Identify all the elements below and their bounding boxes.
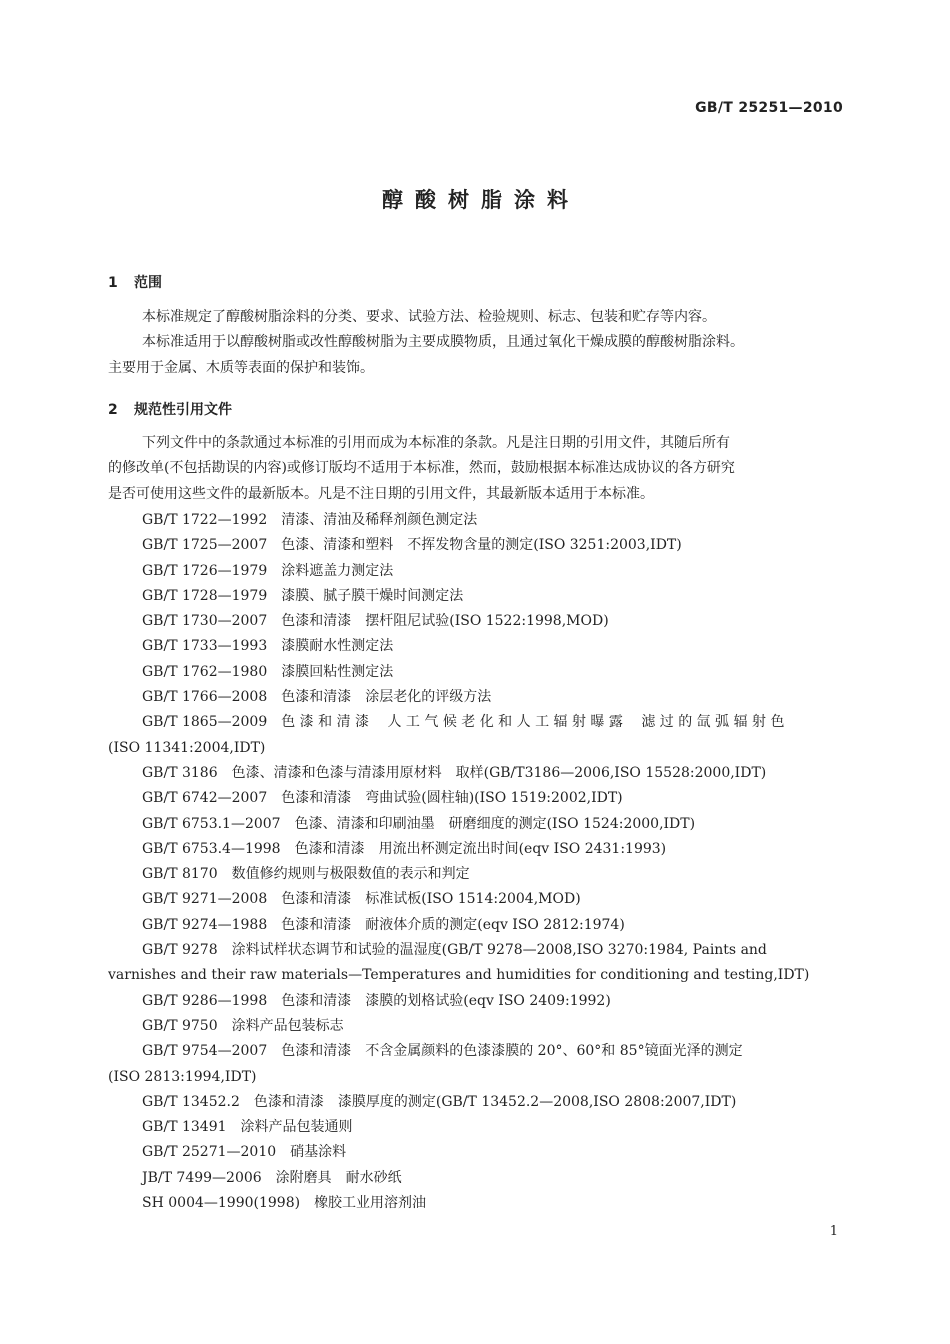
reference-code: GB/T 13452.2	[142, 1093, 240, 1110]
standard-code: GB/T 25251—2010	[695, 100, 843, 116]
reference-title: 涂料试样状态调节和试验的温湿度(GB/T 9278—2008,ISO 3270:1984, Paints and	[231, 942, 767, 959]
reference-continuation: (ISO 2813:1994,IDT)	[108, 1068, 257, 1085]
reference-code: GB/T 1725—2007	[142, 537, 268, 554]
reference-code: GB/T 1722—1992	[142, 512, 268, 528]
reference-title: 色漆、清漆和印刷油墨 研磨细度的测定(ISO 1524:2000,IDT)	[294, 815, 696, 832]
reference-code: SH 0004—1990(1998)	[142, 1195, 301, 1212]
section-1-title: 范围	[134, 275, 162, 291]
reference-code: GB/T 6753.1—2007	[142, 815, 281, 832]
reference-code: GB/T 13491	[142, 1119, 227, 1136]
reference-code: GB/T 1726—1979	[142, 562, 268, 579]
reference-code: GB/T 25271—2010	[142, 1144, 277, 1161]
reference-code: GB/T 1762—1980	[142, 663, 268, 680]
reference-title: 色漆和清漆 标准试板(ISO 1514:2004,MOD)	[281, 891, 581, 908]
reference-code: GB/T 3186	[142, 764, 218, 781]
reference-code: GB/T 6742—2007	[142, 790, 268, 807]
reference-continuation: varnishes and their raw materials—Temperatures and humidities for conditioning and testing,IDT)	[108, 967, 810, 984]
reference-item	[108, 761, 848, 786]
paragraph-line: 本标准规定了醇酸树脂涂料的分类、要求、试验方法、检验规则、标志、包装和贮存等内容。	[142, 309, 716, 325]
reference-code: JB/T 7499—2006	[142, 1169, 262, 1186]
reference-title: 漆膜、腻子膜干燥时间测定法	[281, 587, 464, 604]
reference-item	[108, 887, 848, 912]
reference-item	[108, 1014, 848, 1039]
reference-item	[108, 786, 848, 811]
section-2-number: 2	[108, 402, 118, 418]
reference-item	[108, 533, 848, 558]
reference-item	[108, 685, 848, 710]
reference-title: 涂料产品包装通则	[240, 1119, 353, 1136]
section-2-title: 规范性引用文件	[134, 402, 232, 418]
paragraph-line: 下列文件中的条款通过本标准的引用而成为本标准的条款。凡是注日期的引用文件，其随后所有	[142, 435, 730, 451]
reference-title: 橡胶工业用溶剂油	[314, 1195, 427, 1212]
paragraph-line: 是否可使用这些文件的最新版本。凡是不注日期的引用文件，其最新版本适用于本标准。	[108, 485, 654, 502]
document-title: 醇酸树脂涂料	[382, 188, 580, 212]
reference-item	[108, 1191, 848, 1216]
reference-title: 漆膜耐水性测定法	[281, 638, 394, 655]
section-1-number: 1	[108, 275, 118, 291]
section-2-intro	[108, 431, 843, 507]
reference-title: 数值修约规则与极限数值的表示和判定	[231, 866, 470, 883]
reference-code: GB/T 9286—1998	[142, 992, 268, 1009]
reference-title: 清漆、清油及稀释剂颜色测定法	[281, 512, 478, 528]
reference-title: 色漆和清漆 漆膜厚度的测定(GB/T 13452.2—2008,ISO 2808:2007,IDT)	[253, 1093, 737, 1110]
reference-item	[108, 913, 848, 938]
reference-item	[108, 1039, 848, 1064]
reference-continuation: (ISO 11341:2004,IDT)	[108, 739, 266, 756]
reference-item	[108, 989, 848, 1014]
reference-title: 色漆和清漆 用流出杯测定流出时间(eqv ISO 2431:1993)	[294, 840, 667, 857]
reference-code: GB/T 6753.4—1998	[142, 840, 281, 857]
reference-title: 色漆和清漆 涂层老化的评级方法	[281, 689, 492, 706]
paragraph-line: 主要用于金属、木质等表面的保护和装饰。	[108, 359, 374, 376]
reference-title: 硝基涂料	[290, 1144, 347, 1161]
section-2-heading	[108, 399, 232, 419]
reference-item	[108, 1166, 848, 1191]
reference-item	[108, 1140, 848, 1165]
reference-item	[108, 559, 848, 584]
reference-code: GB/T 9274—1988	[142, 916, 268, 933]
reference-item	[108, 710, 848, 735]
paragraph-line: 的修改单(不包括勘误的内容)或修订版均不适用于本标准，然而，鼓励根据本标准达成协议的各方研究	[108, 460, 735, 477]
reference-code: GB/T 9271—2008	[142, 891, 268, 908]
reference-code: GB/T 1728—1979	[142, 587, 268, 604]
reference-item	[108, 609, 848, 634]
reference-item	[108, 508, 848, 533]
reference-title: 涂料遮盖力测定法	[281, 562, 394, 579]
reference-code: GB/T 1733—1993	[142, 638, 268, 655]
reference-title: 色漆和清漆 不含金属颜料的色漆漆膜的 20°、60°和 85°镜面光泽的测定	[281, 1043, 743, 1060]
reference-item	[108, 938, 848, 963]
reference-title: 色漆和清漆 弯曲试验(圆柱轴)(ISO 1519:2002,IDT)	[281, 790, 623, 807]
reference-item	[108, 1090, 848, 1115]
section-1-body	[108, 305, 843, 381]
reference-title: 色漆和清漆 耐液体介质的测定(eqv ISO 2812:1974)	[281, 916, 625, 933]
section-1-heading	[108, 272, 162, 292]
reference-item	[108, 584, 848, 609]
reference-title: 色漆、清漆和塑料 不挥发物含量的测定(ISO 3251:2003,IDT)	[281, 537, 682, 554]
reference-title: 色漆和清漆 摆杆阻尼试验(ISO 1522:1998,MOD)	[281, 613, 609, 630]
reference-title: 漆膜回粘性测定法	[281, 663, 394, 680]
reference-item	[108, 862, 848, 887]
reference-title: 色漆和清漆 漆膜的划格试验(eqv ISO 2409:1992)	[281, 992, 611, 1009]
reference-code: GB/T 1766—2008	[142, 689, 268, 706]
reference-title: 色漆、清漆和色漆与清漆用原材料 取样(GB/T3186—2006,ISO 15528:2000,IDT)	[231, 764, 767, 781]
reference-code: GB/T 1865—2009	[142, 714, 268, 731]
reference-item	[108, 634, 848, 659]
reference-code: GB/T 1730—2007	[142, 613, 268, 630]
reference-code: GB/T 8170	[142, 866, 218, 883]
page-number: 1	[829, 1224, 838, 1239]
reference-title: 涂料产品包装标志	[231, 1017, 344, 1034]
reference-code: GB/T 9750	[142, 1017, 218, 1034]
reference-item	[108, 837, 848, 862]
reference-list	[108, 508, 848, 1216]
reference-title: 涂附磨具 耐水砂纸	[275, 1169, 402, 1186]
reference-code: GB/T 9754—2007	[142, 1043, 268, 1060]
reference-item	[108, 812, 848, 837]
paragraph-line: 本标准适用于以醇酸树脂或改性醇酸树脂为主要成膜物质，且通过氧化干燥成膜的醇酸树脂涂料。	[142, 334, 744, 351]
reference-item	[108, 660, 848, 685]
reference-title: 色 漆 和 清 漆 人 工 气 候 老 化 和 人 工 辐 射 曝 露 滤 过 的 氙 弧 辐 射 色	[281, 714, 785, 731]
reference-code: GB/T 9278	[142, 942, 218, 959]
reference-item	[108, 1115, 848, 1140]
